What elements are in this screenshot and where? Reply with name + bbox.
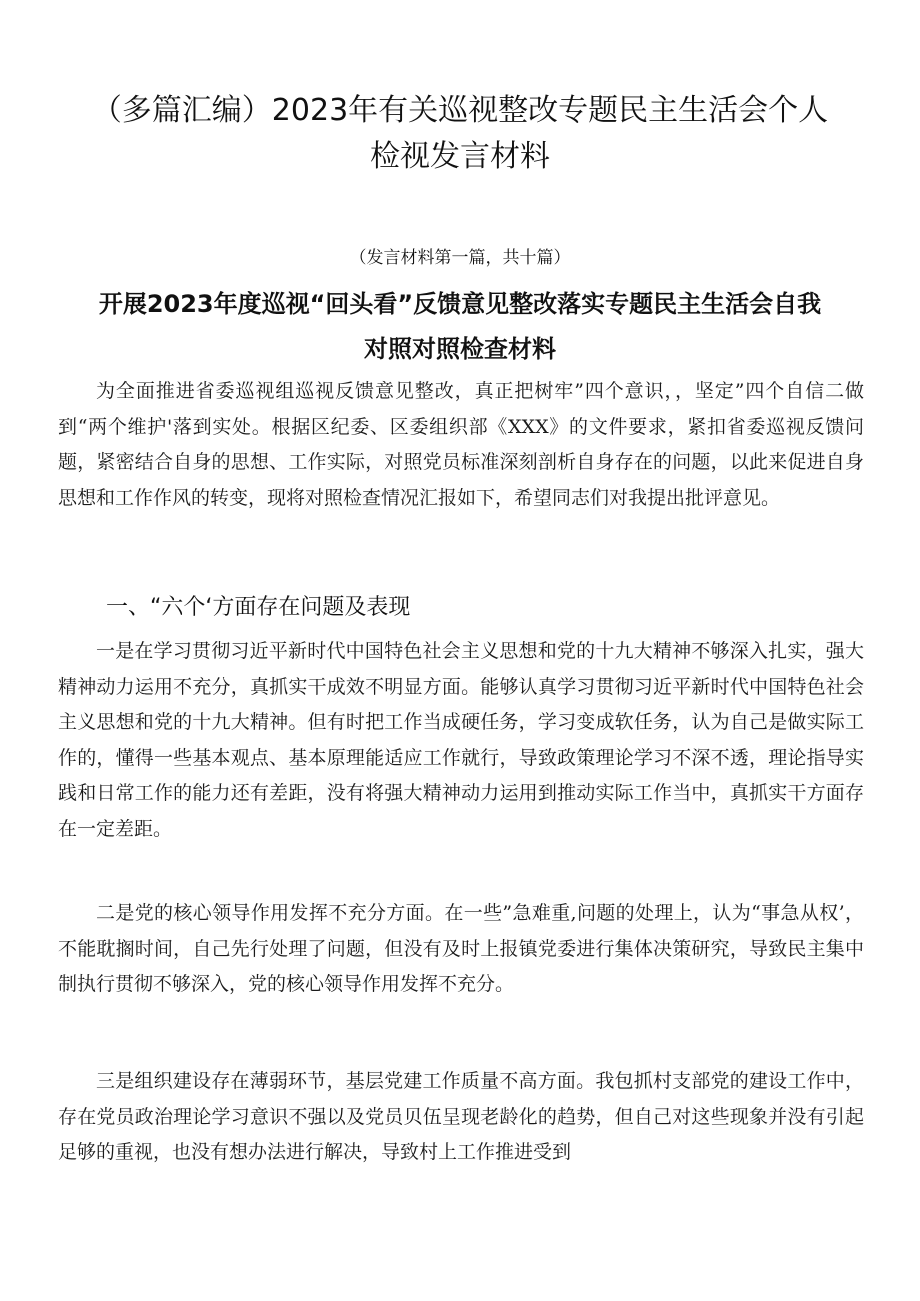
- document-title: （多篇汇编）2023年有关巡视整改专题民主生活会个人检视发言材料: [91, 93, 829, 174]
- point-one-paragraph: 一是在学习贯彻习近平新时代中国特色社会主义思想和党的十九大精神不够深入扎实，强大精神动力运用不充分，真抓实干成效不明显方面。能够认真学习贯彻习近平新时代中国特色社会主义思想和党的十九大精神。但有时把工作当成硬任务，学习变成软任务，认为自己是做实际工作的，懂得一些基本观点、基本原理能适应工作就行，导致政策理论学习不深不透，理论指导实践和日常工作的能力还有差距，没有将强大精神动力运用到推动实际工作当中，真抓实干方面存在一定差距。: [58, 640, 864, 840]
- point-two-paragraph: 二是党的核心领导作用发挥不充分方面。在一些”急难重,问题的处理上，认为“事急从权’，不能耽搁时间，自己先行处理了问题，但没有及时上报镇党委进行集体决策研究，导致民主集中制执行贯彻不够深入，党的核心领导作用发挥不充分。: [58, 902, 864, 996]
- point-three-paragraph: 三是组织建设存在薄弱环节，基层党建工作质量不高方面。我包抓村支部党的建设工作中，存在党员政治理论学习意识不强以及党员贝伍呈现老龄化的趋势，但自己对这些现象并没有引起足够的重视，也没有想办法进行解决，导致村上工作推进受到: [58, 1070, 864, 1164]
- intro-paragraph: 为全面推进省委巡视组巡视反馈意见整改，真正把树牢”四个意识，，坚定”四个自信二做到“两个维护'落到实处。根据区纪委、区委组织部《XXX》的文件要求，紧扣省委巡视反馈问题，紧密结合自身的思想、工作实际，对照党员标准深刻剖析自身存在的问题，以此来促进自身思想和工作作风的转变，现将对照检查情况汇报如下，希望同志们对我提出批评意见。: [58, 380, 864, 509]
- article-sequence-note: （发言材料第一篇，共十篇）: [349, 248, 571, 268]
- article-title: 开展2023年度巡视“回头看”反馈意见整改落实专题民主生活会自我对照对照检查材料: [98, 290, 822, 363]
- section-heading: 一、“六个‘方面存在问题及表现: [106, 595, 411, 620]
